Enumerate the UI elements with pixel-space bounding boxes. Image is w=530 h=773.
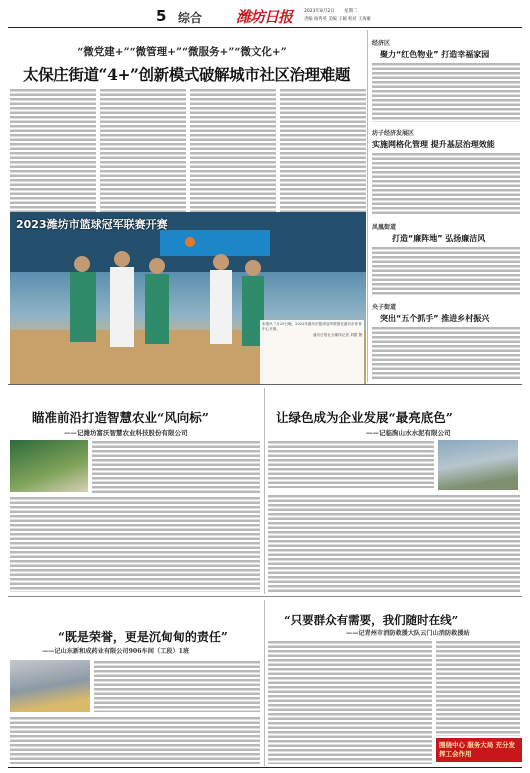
- right-column-divider: [367, 30, 368, 382]
- feature-bottom-left-photo: [10, 660, 90, 712]
- feature-bottom-right-body: [268, 640, 432, 764]
- s1-title: 聚力“红色物业” 打造幸福家园: [380, 50, 490, 59]
- photo-credit: 潍坊日报社全媒体记者 刘德 摄: [312, 333, 362, 337]
- feature-left: [8, 386, 262, 594]
- feature-left-title: 瞄准前沿打造智慧农业“风向标”: [32, 410, 209, 425]
- feature-bottom-left-title: “既是荣誉，更是沉甸甸的责任”: [58, 630, 228, 644]
- s4-title: 突出“五个抓手” 推进乡村振兴: [380, 314, 490, 323]
- feature-right: [266, 386, 522, 594]
- right-section-2: [370, 124, 522, 218]
- photo-title: 2023潍坊市篮球冠军联赛开赛: [16, 218, 168, 231]
- photo-caption-box: [260, 320, 364, 384]
- feature-right-photo: [438, 440, 518, 490]
- feature-divider-vert-2: [264, 600, 265, 766]
- s1-body: [372, 62, 520, 122]
- s2-kicker: 坊子经济发展区: [372, 130, 415, 137]
- feature-left-subtitle: ——记潍坊富沃智慧农业科技股份有限公司: [64, 429, 188, 437]
- ad-banner-text: 围绕中心 服务大局 充分发挥工会作用: [439, 741, 516, 758]
- feature-right-body: [268, 494, 520, 592]
- s1-kicker: 经济区: [372, 40, 391, 47]
- page-number: 5: [156, 7, 167, 25]
- logo: 潍坊日报: [236, 8, 293, 26]
- lead-kicker: “微党建+”“微管理+”“微服务+”“微文化+”: [77, 46, 287, 58]
- feature-divider-vert-1: [264, 388, 265, 594]
- right-section-1: [370, 32, 522, 124]
- feature-bottom-left: [8, 598, 262, 766]
- feature-bottom-right: [266, 598, 522, 766]
- header-rule: [8, 27, 522, 28]
- lead-body-col3: [190, 88, 276, 212]
- section-rule-mid: [8, 384, 522, 385]
- page-header: [8, 5, 522, 27]
- date-line: 2023年8月2日: [304, 9, 335, 14]
- feature-left-body: [10, 496, 260, 592]
- feature-bottom-right-subtitle: ——记青州市消防救援大队云门山消防救援站: [346, 630, 470, 637]
- photo-caption: 本报讯 7月29日晚，2023年潍坊市篮球冠军联赛在潍坊市体育中心开赛。: [262, 322, 362, 331]
- lead-body-col4: [280, 88, 366, 212]
- section-name: 综合: [178, 11, 203, 25]
- feature-bottom-left-body: [10, 716, 260, 764]
- basketball-photo: [10, 212, 366, 384]
- feature-bottom-left-body-top: [94, 660, 260, 712]
- feature-bottom-right-title: “只要群众有需要，我们随时在线”: [284, 613, 459, 627]
- right-section-4: [370, 298, 522, 382]
- lead-body-col1: [10, 88, 96, 212]
- footer-rule: [8, 767, 522, 768]
- editors-line: 责编 杨秀英 美编 王颖 校对 王海雁: [304, 17, 371, 22]
- lead-headline: 太保庄街道“4+”创新模式破解城市社区治理难题: [23, 65, 350, 84]
- section-rule-lower: [8, 596, 522, 597]
- s3-title: 打造“廉阵地” 弘扬廉洁风: [392, 234, 486, 243]
- feature-right-body-top: [268, 440, 434, 488]
- s2-body: [372, 152, 520, 216]
- s4-kicker: 央子街道: [372, 304, 397, 311]
- s3-kicker: 凤凰街道: [372, 224, 397, 231]
- s3-body: [372, 246, 520, 296]
- weekday: 星期二: [344, 9, 358, 14]
- feature-left-photo: [10, 440, 88, 492]
- feature-bottom-left-subtitle: ——记山东新和成药业有限公司906车间（工段）1班: [42, 648, 190, 655]
- feature-right-subtitle: ——记临朐山水水泥有限公司: [366, 429, 451, 437]
- feature-bottom-right-body-2: [436, 640, 520, 736]
- right-section-3: [370, 218, 522, 298]
- feature-right-title: 让绿色成为企业发展“最亮底色”: [276, 410, 453, 425]
- s4-body: [372, 326, 520, 380]
- feature-left-body-top: [92, 440, 260, 494]
- s2-title: 实施网格化管理 提升基层治理效能: [372, 140, 495, 149]
- lead-body-col2: [100, 88, 186, 212]
- ad-banner: [436, 738, 522, 762]
